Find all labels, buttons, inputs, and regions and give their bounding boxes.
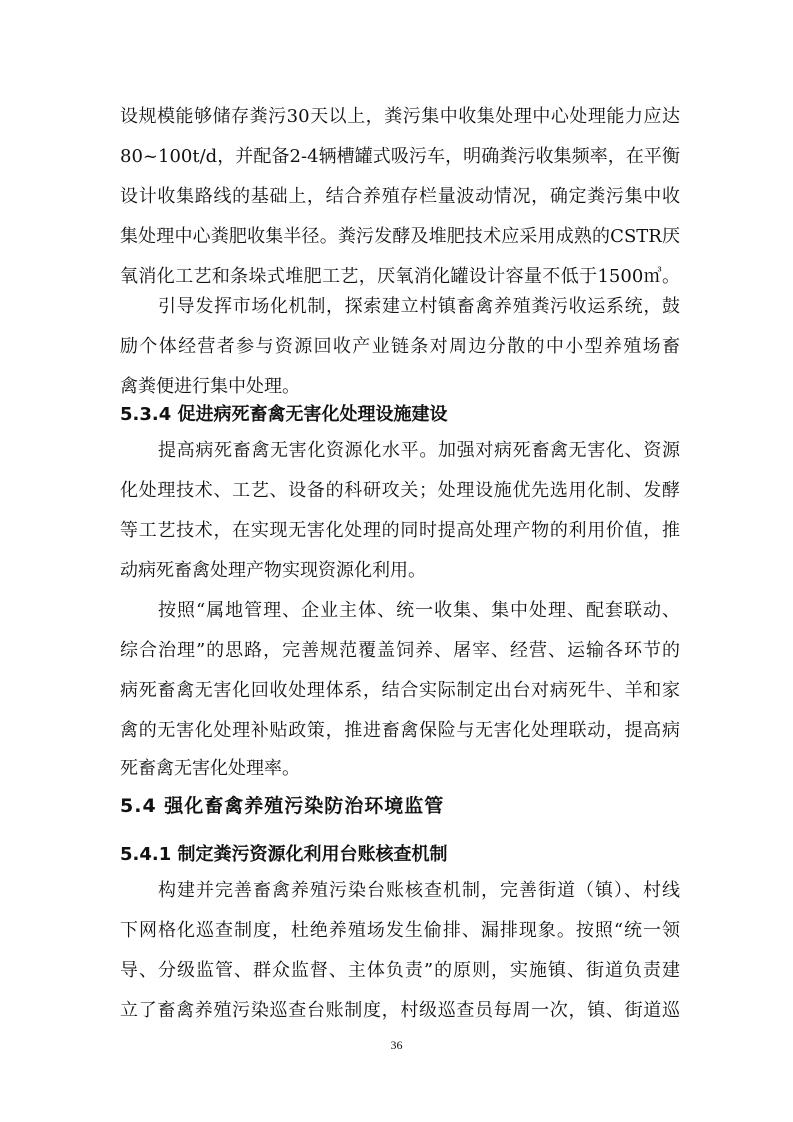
paragraph-line: 化处理技术、工艺、设备的科研攻关；处理设施优先选用化制、发酵 (120, 480, 680, 501)
section-heading: 5.3.4 促进病死畜禽无害化处理设施建设 (120, 404, 448, 425)
section-heading: 5.4.1 制定粪污资源化利用台账核查机制 (120, 844, 448, 865)
paragraph-line: 集处理中心粪肥收集半径。粪污发酵及堆肥技术应采用成熟的CSTR厌 (120, 226, 680, 247)
paragraph-line: 下网格化巡查制度，杜绝养殖场发生偷排、漏排现象。按照“统一领 (120, 920, 680, 941)
paragraph-line: 动病死畜禽处理产物实现资源化利用。 (120, 560, 426, 581)
paragraph-line: 80~100t/d，并配备2-4辆槽罐式吸污车，明确粪污收集频率，在平衡 (120, 146, 680, 167)
paragraph-line: 设计收集路线的基础上，结合养殖存栏量波动情况，确定粪污集中收 (120, 186, 680, 207)
chapter-heading: 5.4 强化畜禽养殖污染防治环境监管 (120, 795, 445, 817)
paragraph-line: 按照“属地管理、企业主体、统一收集、集中处理、配套联动、 (158, 600, 680, 621)
paragraph-line: 死畜禽无害化处理率。 (120, 758, 300, 779)
paragraph-line: 构建并完善畜禽养殖污染台账核查机制，完善街道（镇）、村线 (158, 880, 680, 901)
paragraph-line: 等工艺技术，在实现无害化处理的同时提高处理产物的利用价值，推 (120, 520, 680, 541)
paragraph-line: 禽的无害化处理补贴政策，推进畜禽保险与无害化处理联动，提高病 (120, 720, 680, 741)
paragraph-line: 引导发挥市场化机制，探索建立村镇畜禽养殖粪污收运系统，鼓 (158, 296, 680, 317)
paragraph-line: 励个体经营者参与资源回收产业链条对周边分散的中小型养殖场畜 (120, 336, 680, 357)
page-number: 36 (390, 1038, 403, 1052)
paragraph-line: 禽粪便进行集中处理。 (120, 376, 300, 397)
paragraph-line: 氧消化工艺和条垛式堆肥工艺，厌氧消化罐设计容量不低于1500㎥。 (120, 266, 680, 287)
paragraph-line: 导、分级监管、群众监督、主体负责”的原则，实施镇、街道负责建 (120, 960, 680, 981)
paragraph-line: 综合治理”的思路，完善规范覆盖饲养、屠宰、经营、运输各环节的 (120, 640, 680, 661)
paragraph-line: 立了畜禽养殖污染巡查台账制度，村级巡查员每周一次，镇、街道巡 (120, 1000, 680, 1021)
paragraph-line: 病死畜禽无害化回收处理体系，结合实际制定出台对病死牛、羊和家 (120, 680, 680, 701)
paragraph-line: 设规模能够储存粪污30天以上，粪污集中收集处理中心处理能力应达 (120, 106, 680, 127)
paragraph-line: 提高病死畜禽无害化资源化水平。加强对病死畜禽无害化、资源 (158, 440, 680, 461)
